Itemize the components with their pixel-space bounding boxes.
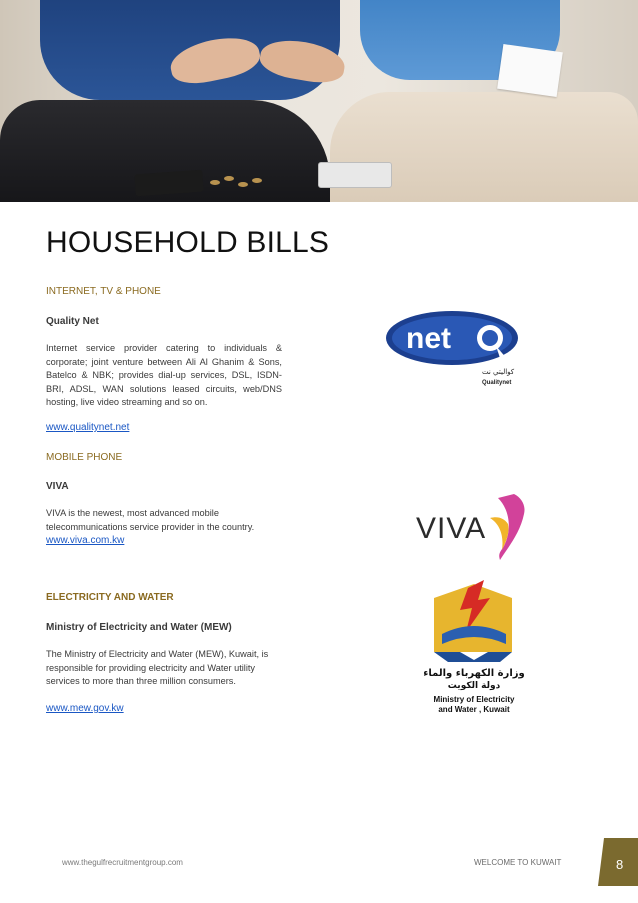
- mew-link[interactable]: www.mew.gov.kw: [46, 703, 124, 714]
- viva-logo-text: VIVA: [416, 512, 487, 545]
- hero-coin: [224, 176, 234, 181]
- viva-logo: [414, 490, 534, 570]
- mew-logo: [414, 578, 534, 718]
- mew-logo-ar-1: وزارة الكهرباء والماء: [423, 668, 525, 679]
- hero-wallet: [134, 170, 203, 197]
- mobile-description: VIVA is the newest, most advanced mobile telecommunications service provider in the country.: [46, 508, 255, 532]
- utilities-provider: Ministry of Electricity and Water (MEW): [46, 622, 232, 633]
- qualitynet-logo-caption: Qualitynet: [482, 380, 512, 386]
- footer-section: WELCOME TO KUWAIT: [474, 858, 562, 867]
- hero-bill-paper: [497, 44, 563, 97]
- internet-provider: Quality Net: [46, 316, 99, 327]
- page-title: HOUSEHOLD BILLS: [46, 226, 330, 259]
- hero-coin: [210, 180, 220, 185]
- mobile-provider: VIVA: [46, 481, 69, 492]
- hero-calculator: [318, 162, 392, 188]
- qualitynet-logo-caption-ar: كواليتي نت: [482, 368, 515, 376]
- qualitynet-logo-text: net: [406, 322, 451, 355]
- utilities-description: The Ministry of Electricity and Water (MEW), Kuwait, is responsible for providing electricity and Water utility services to more than three million consumers.: [46, 649, 269, 686]
- viva-link[interactable]: www.viva.com.kw: [46, 535, 125, 546]
- page-number: 8: [616, 857, 624, 872]
- hero-coin: [252, 178, 262, 183]
- mew-logo-ar-2: دولة الكويت: [447, 681, 501, 691]
- hero-photo: [0, 0, 638, 202]
- qualitynet-link[interactable]: www.qualitynet.net: [46, 422, 130, 433]
- internet-description: Internet service provider catering to individuals & corporate; joint venture between Ali Al Ghanim & Sons, Batelco & NBK; provides dial-up services, DSL, ISDN-BRI, ADSL, WAN solutions leased circuits, web/DNS hosting, live video streaming and so on.: [46, 343, 282, 407]
- mew-logo-en-1: Ministry of Electricity: [433, 695, 515, 704]
- hero-coin: [238, 182, 248, 187]
- utilities-heading: ELECTRICITY AND WATER: [46, 592, 174, 603]
- footer-website: www.thegulfrecruitmentgroup.com: [62, 858, 183, 867]
- mobile-heading: MOBILE PHONE: [46, 452, 123, 463]
- qualitynet-logo: [384, 308, 524, 388]
- mew-logo-en-2: and Water , Kuwait: [438, 705, 510, 714]
- internet-heading: INTERNET, TV & PHONE: [46, 286, 161, 297]
